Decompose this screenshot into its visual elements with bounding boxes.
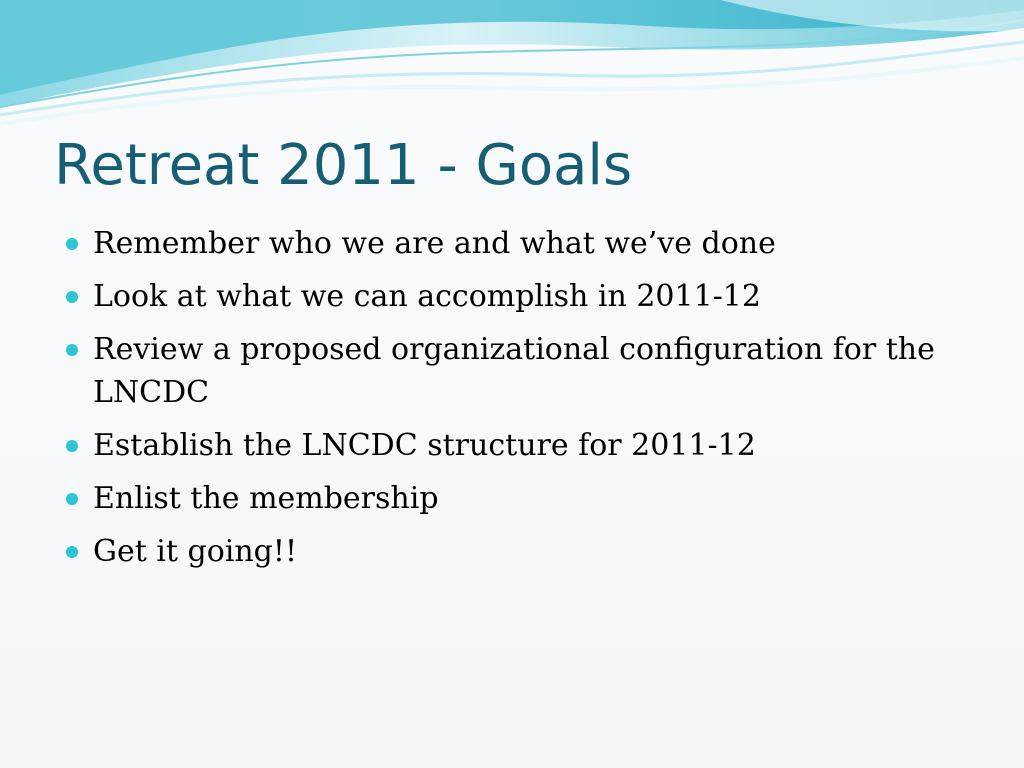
goal-text-5: Enlist the membership — [93, 481, 439, 516]
slide-title: Retreat 2011 - Goals — [54, 133, 633, 198]
goal-item-2 — [63, 275, 943, 318]
decorative-header-wave — [0, 0, 1024, 130]
bullet-dot-icon — [66, 238, 78, 250]
bullet-dot-icon — [66, 291, 78, 303]
goals-list — [63, 222, 943, 583]
goal-text-3: Review a proposed organizational configuration for the LNCDC — [93, 332, 935, 410]
bullet-dot-icon — [66, 344, 78, 356]
bullet-dot-icon — [66, 493, 78, 505]
goal-text-2: Look at what we can accomplish in 2011-12 — [93, 279, 761, 314]
goal-text-4: Establish the LNCDC structure for 2011-12 — [93, 428, 756, 463]
bullet-dot-icon — [66, 440, 78, 452]
goal-text-6: Get it going!! — [93, 534, 297, 569]
goal-item-6 — [63, 530, 943, 573]
bullet-dot-icon — [66, 546, 78, 558]
goal-item-3 — [63, 328, 943, 414]
goal-item-4 — [63, 424, 943, 467]
goal-text-1: Remember who we are and what we’ve done — [93, 226, 776, 261]
goal-item-5 — [63, 477, 943, 520]
goal-item-1 — [63, 222, 943, 265]
